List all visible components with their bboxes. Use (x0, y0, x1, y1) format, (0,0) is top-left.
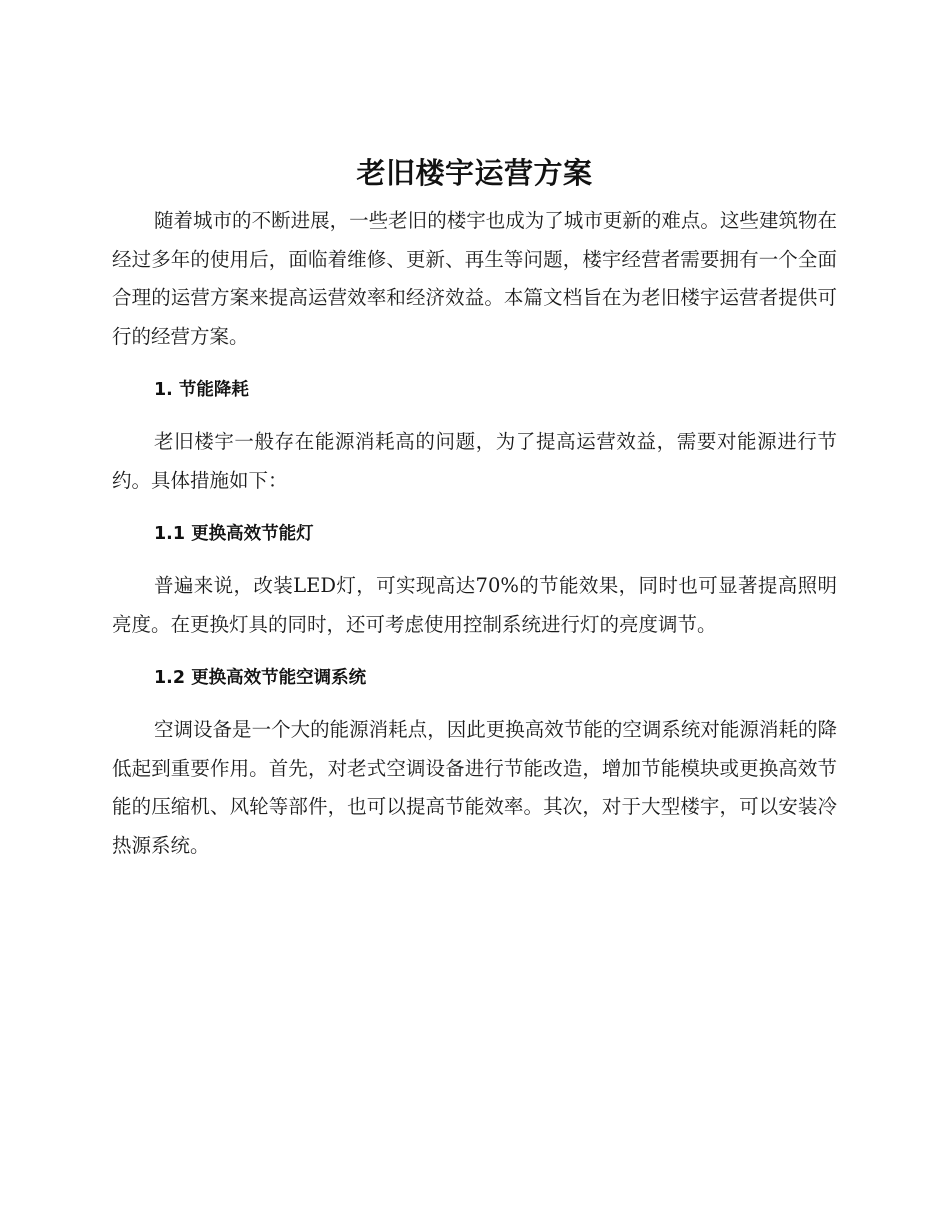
document-body (112, 150, 837, 865)
section-heading-led-lights: 1.1 更换高效节能灯 (154, 524, 314, 544)
section-heading-energy-saving: 1. 节能降耗 (154, 380, 249, 400)
section-paragraph-energy-saving: 老旧楼宇一般存在能源消耗高的问题，为了提高运营效益，需要对能源进行节约。具体措施如下： (112, 430, 837, 492)
section-heading-air-conditioning: 1.2 更换高效节能空调系统 (154, 668, 367, 688)
intro-paragraph: 随着城市的不断进展，一些老旧的楼宇也成为了城市更新的难点。这些建筑物在经过多年的使用后，面临着维修、更新、再生等问题，楼宇经营者需要拥有一个全面合理的运营方案来提高运营效率和经济效益。本篇文档旨在为老旧楼宇运营者提供可行的经营方案。 (112, 209, 837, 348)
section-paragraph-led-lights: 普遍来说，改装LED灯，可实现高达70%的节能效果，同时也可显著提高照明亮度。在更换灯具的同时，还可考虑使用控制系统进行灯的亮度调节。 (112, 574, 837, 636)
section-paragraph-air-conditioning: 空调设备是一个大的能源消耗点，因此更换高效节能的空调系统对能源消耗的降低起到重要作用。首先，对老式空调设备进行节能改造，增加节能模块或更换高效节能的压缩机、风轮等部件，也可以提高节能效率。其次，对于大型楼宇，可以安装冷热源系统。 (112, 718, 837, 857)
document-title: 老旧楼宇运营方案 (356, 156, 593, 190)
